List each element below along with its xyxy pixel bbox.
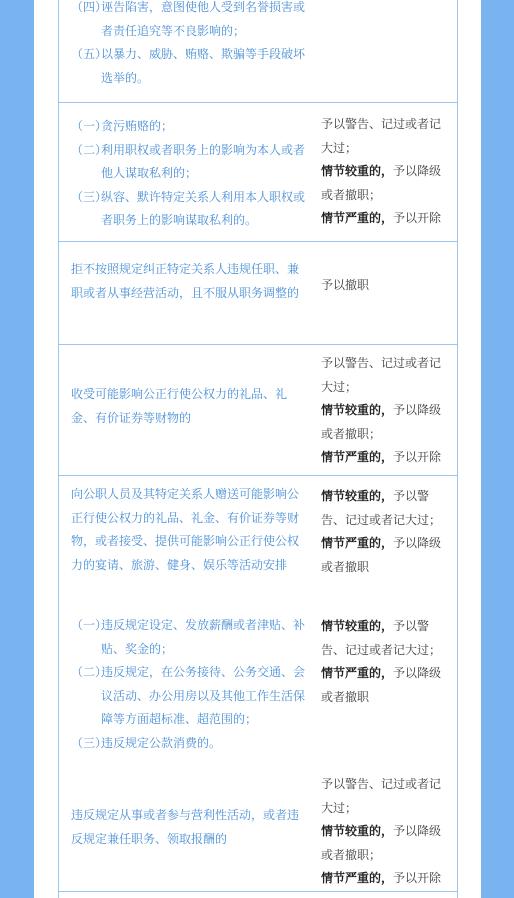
penalty-line: 情节严重的，予以降级或者撤职 bbox=[321, 666, 442, 704]
table-row bbox=[59, 345, 457, 476]
list-item: （一） 贪污贿赂的； bbox=[71, 119, 174, 133]
penalty-line: 情节较重的，予以警告、记过或者记大过； bbox=[321, 489, 442, 527]
violation-cell: 收受可能影响公正行使公权力的礼品、礼金、有价证券等财物的 bbox=[71, 387, 288, 425]
violation-cell: 拒不按照规定纠正特定关系人违规任职、兼职或者从事经营活动，且不服从职务调整的 bbox=[71, 262, 300, 300]
table-row bbox=[59, 0, 457, 103]
right-blue-band bbox=[481, 0, 514, 898]
penalty-line: 情节严重的，予以开除 bbox=[321, 450, 442, 464]
row-divider bbox=[59, 891, 457, 892]
list-item: （三） 违反规定公款消费的。 bbox=[71, 735, 222, 750]
violation-cell bbox=[71, 614, 307, 755]
penalty-line: 予以警告、记过或者记大过； bbox=[321, 117, 442, 155]
list-item: （一） 违反规定设定、发放薪酬或者津贴、补贴、奖金的； bbox=[71, 618, 306, 656]
penalty-line: 情节较重的，予以降级或者撤职； bbox=[321, 824, 442, 862]
table-row bbox=[59, 241, 457, 345]
penalty-cell bbox=[321, 615, 451, 709]
left-blue-band bbox=[0, 0, 34, 898]
list-item: （三） 纵容、默许特定关系人利用本人职权或者职务上的影响谋取私利的。 bbox=[71, 189, 306, 227]
list-item: （五） 以暴力、威胁、贿赂、欺骗等手段破坏选举的。 bbox=[71, 47, 306, 85]
penalty-line: 情节较重的，予以降级或者撤职； bbox=[321, 403, 442, 441]
table-row bbox=[59, 476, 457, 608]
violation-cell bbox=[71, 115, 307, 233]
penalty-cell bbox=[321, 773, 451, 891]
list-item: （二） 利用职权或者职务上的影响为本人或者他人谋取私利的； bbox=[71, 142, 306, 180]
row-divider bbox=[59, 241, 457, 242]
penalty-line: 情节较重的，予以警告、记过或者记大过； bbox=[321, 619, 442, 657]
penalty-line: 予以撤职 bbox=[321, 278, 370, 292]
penalty-cell bbox=[321, 274, 451, 298]
penalty-line: 予以警告、记过或者记大过； bbox=[321, 356, 442, 394]
violation-cell bbox=[71, 0, 307, 90]
penalty-cell bbox=[321, 485, 451, 579]
penalty-line: 情节严重的，予以降级或者撤职 bbox=[321, 536, 442, 574]
penalty-line: 情节严重的，予以开除 bbox=[321, 871, 442, 885]
penalty-line: 情节较重的，予以降级或者撤职； bbox=[321, 164, 442, 202]
penalty-cell bbox=[321, 113, 451, 231]
violation-cell: 向公职人员及其特定关系人赠送可能影响公正行使公权力的礼品、礼金、有价证券等财物，或者接受、提供可能影响公正行使公权力的宴请、旅游、健身、娱乐等活动安排 bbox=[71, 487, 300, 572]
penalty-line: 情节严重的，予以开除 bbox=[321, 211, 442, 225]
list-item: （四） 诬告陷害，意图使他人受到名誉损害或者责任追究等不良影响的； bbox=[71, 0, 306, 38]
list-item: （二） 违反规定，在公务接待、公务交通、会议活动、办公用房以及其他工作生活保障等方面超标准、超范围的； bbox=[71, 665, 306, 726]
table-right-border bbox=[457, 0, 458, 898]
table-row bbox=[59, 608, 457, 766]
penalty-line: 予以警告、记过或者记大过； bbox=[321, 777, 442, 815]
penalty-cell bbox=[321, 352, 451, 470]
table-row bbox=[59, 766, 457, 892]
table-row bbox=[59, 103, 457, 241]
violation-cell: 违反规定从事或者参与营利性活动，或者违反规定兼任职务、领取报酬的 bbox=[71, 808, 300, 846]
